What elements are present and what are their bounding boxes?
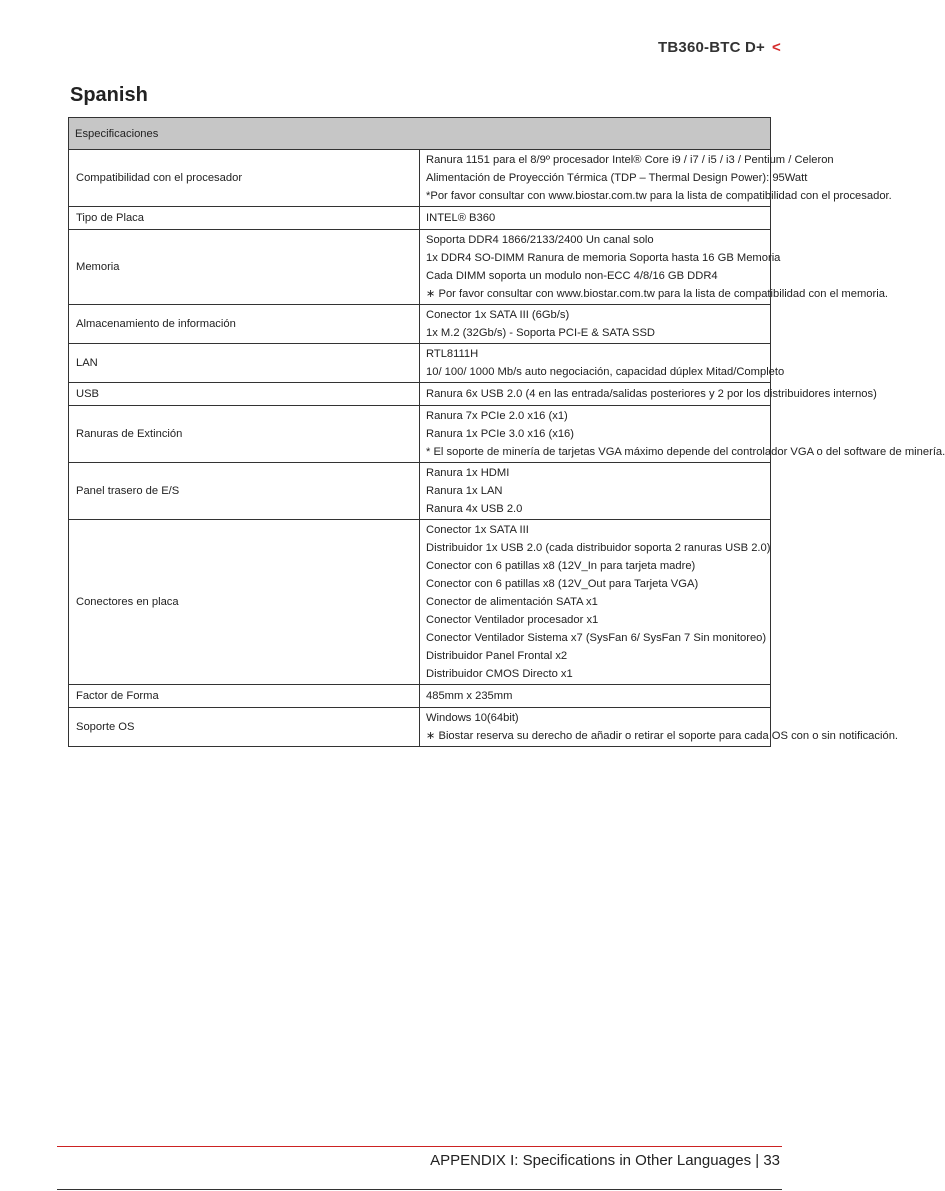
table-row [69, 685, 771, 708]
spec-value [420, 520, 771, 685]
spec-value-line: * El soporte de minería de tarjetas VGA máximo depende del controlador VGA o del software de minería. [426, 446, 945, 458]
spec-label: Panel trasero de E/S [69, 463, 420, 520]
table-row [69, 207, 771, 230]
table-row [69, 344, 771, 383]
spec-value [420, 150, 892, 207]
spec-value [420, 708, 899, 747]
spec-table-header: Especificaciones [69, 118, 771, 150]
spec-value-line: 485mm x 235mm [426, 690, 513, 702]
spec-value-line: Ranura 1x PCIe 3.0 x16 (x16) [426, 428, 574, 440]
spec-value-line: 1x M.2 (32Gb/s) - Soporta PCI-E & SATA SSD [426, 327, 656, 339]
spec-value-line: Conector Ventilador Sistema x7 (SysFan 6/ SysFan 7 Sin monitoreo) [426, 632, 767, 644]
spec-value-line: Alimentación de Proyección Térmica (TDP – Thermal Design Power): 95Watt [426, 172, 808, 184]
footer-bottom-rule [57, 1189, 782, 1190]
spec-value-line: *Por favor consultar con www.biostar.com.tw para la lista de compatibilidad con el procesador. [426, 190, 892, 202]
spec-value [420, 305, 771, 344]
spec-value [420, 344, 785, 383]
table-row [69, 520, 771, 685]
table-row [69, 383, 771, 406]
spec-value [420, 406, 945, 463]
spec-value-line: Conector 1x SATA III [426, 524, 529, 536]
spec-value-line: Conector con 6 patillas x8 (12V_Out para Tarjeta VGA) [426, 578, 699, 590]
model-header [658, 39, 781, 56]
spec-value-line: Conector con 6 patillas x8 (12V_In para tarjeta madre) [426, 560, 696, 572]
spec-value-line: Distribuidor Panel Frontal x2 [426, 650, 568, 662]
spec-value-line: Ranura 1151 para el 8/9º procesador Intel® Core i9 / i7 / i5 / i3 / Pentium / Celeron [426, 154, 834, 166]
chevron-left-icon: < [772, 39, 781, 56]
spec-value-line: Distribuidor 1x USB 2.0 (cada distribuidor soporta 2 ranuras USB 2.0) [426, 542, 771, 554]
spec-value-line: Conector de alimentación SATA x1 [426, 596, 598, 608]
spec-label: USB [69, 383, 420, 406]
model-name: TB360-BTC D+ [658, 39, 766, 56]
spec-label: Ranuras de Extinción [69, 406, 420, 463]
spec-value-line: Ranura 7x PCIe 2.0 x16 (x1) [426, 410, 568, 422]
spec-value-line: Conector 1x SATA III (6Gb/s) [426, 309, 570, 321]
spec-label: Tipo de Placa [69, 207, 420, 230]
table-row [69, 305, 771, 344]
table-row [69, 708, 771, 747]
spec-label: Conectores en placa [69, 520, 420, 685]
spec-value-line: Ranura 1x LAN [426, 485, 503, 497]
spec-table-body [69, 150, 945, 747]
table-row [69, 230, 771, 305]
spec-value-line: Ranura 4x USB 2.0 [426, 503, 523, 515]
table-row [69, 406, 771, 463]
spec-label: Almacenamiento de información [69, 305, 420, 344]
spec-value-line: Ranura 1x HDMI [426, 467, 510, 479]
spec-label: Soporte OS [69, 708, 420, 747]
section-title: Spanish [70, 84, 148, 106]
spec-value-line: ∗ Biostar reserva su derecho de añadir o retirar el soporte para cada OS con o sin notificación. [426, 730, 899, 742]
spec-value [420, 463, 771, 520]
spec-value-line: 10/ 100/ 1000 Mb/s auto negociación, capacidad dúplex Mitad/Completo [426, 366, 785, 378]
spec-value-line: Cada DIMM soporta un modulo non-ECC 4/8/16 GB DDR4 [426, 270, 718, 282]
spec-value-line: Windows 10(64bit) [426, 712, 519, 724]
spec-value-line: Distribuidor CMOS Directo x1 [426, 668, 573, 680]
spec-label: Factor de Forma [69, 685, 420, 708]
table-row [69, 463, 771, 520]
spec-label: LAN [69, 344, 420, 383]
spec-value-line: Ranura 6x USB 2.0 (4 en las entrada/salidas posteriores y 2 por los distribuidores internos) [426, 388, 877, 400]
spec-value [420, 230, 889, 305]
spec-value-line: Conector Ventilador procesador x1 [426, 614, 599, 626]
spec-value [420, 383, 877, 406]
spec-table [68, 117, 945, 747]
footer-page-label: APPENDIX I: Specifications in Other Languages | 33 [430, 1152, 780, 1169]
spec-label: Memoria [69, 230, 420, 305]
spec-value [420, 207, 771, 230]
spec-value-line: ∗ Por favor consultar con www.biostar.com.tw para la lista de compatibilidad con el memoria. [426, 288, 889, 300]
spec-value [420, 685, 771, 708]
spec-label: Compatibilidad con el procesador [69, 150, 420, 207]
spec-value-line: Soporta DDR4 1866/2133/2400 Un canal solo [426, 234, 654, 246]
spec-value-line: RTL8111H [426, 348, 479, 360]
footer-rule [57, 1146, 782, 1147]
spec-value-line: 1x DDR4 SO-DIMM Ranura de memoria Soporta hasta 16 GB Memoria [426, 252, 781, 264]
table-row [69, 150, 771, 207]
spec-value-line: INTEL® B360 [426, 212, 496, 224]
